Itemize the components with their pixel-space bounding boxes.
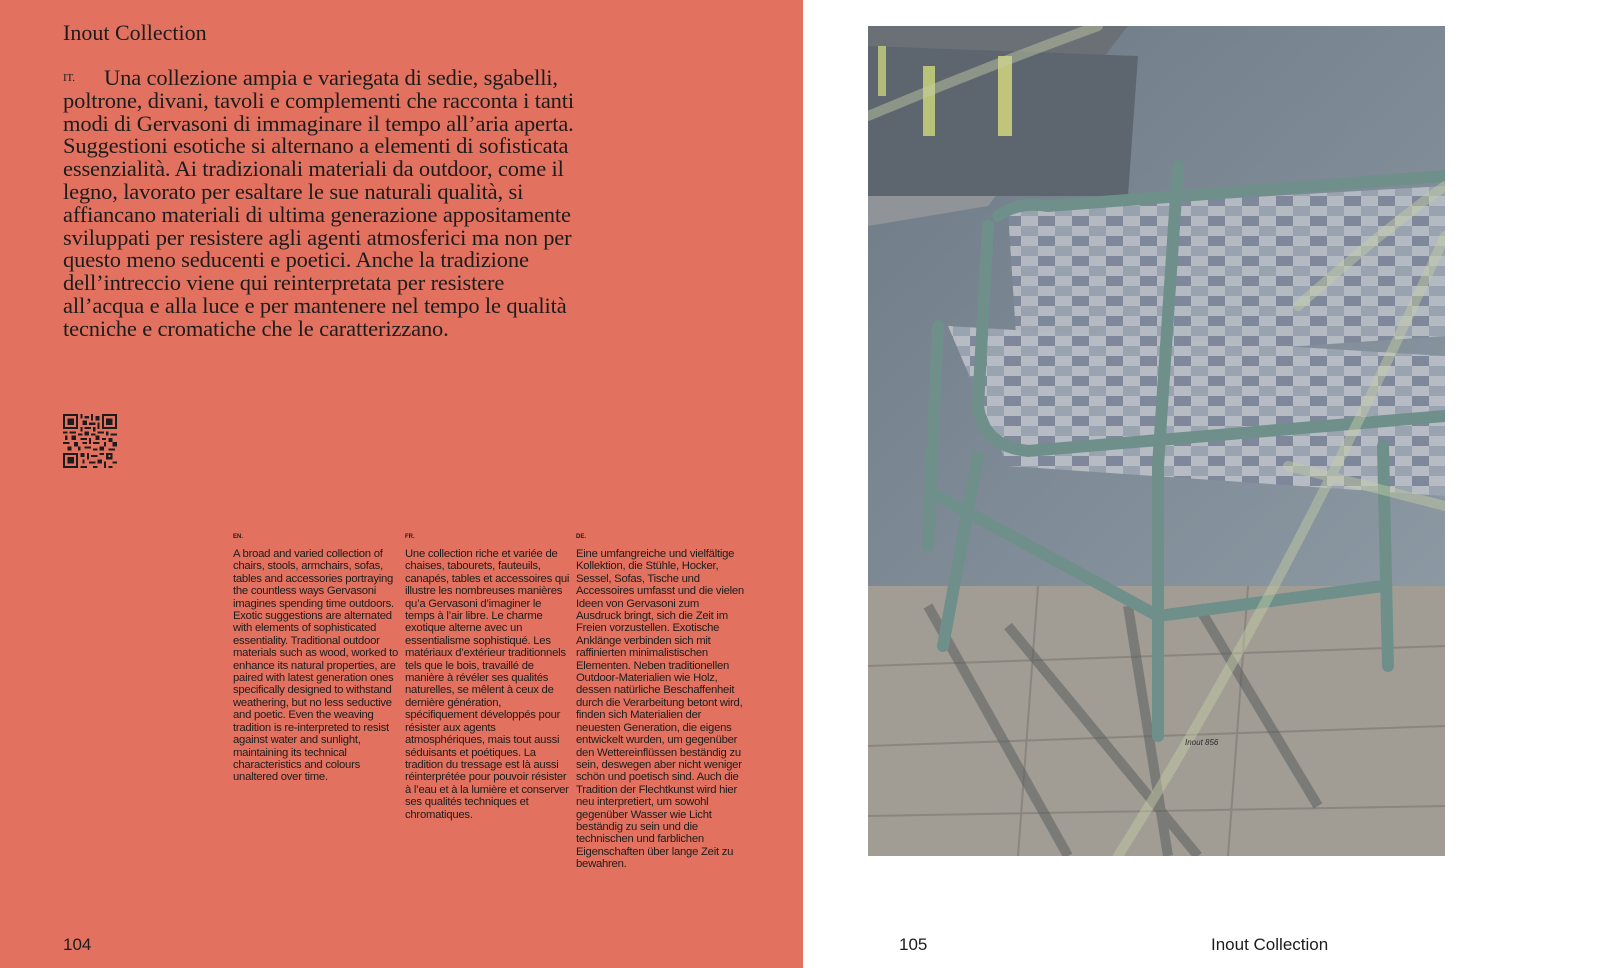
german-column [576,534,744,871]
photo-caption: Inout 856 [1185,738,1219,747]
chair-photo [868,26,1445,856]
lang-tag-en: EN. [233,534,244,540]
section-title: Inout Collection [63,20,207,45]
italian-body-text [63,67,583,341]
italian-text: Una collezione ampia e variegata di sedie, sgabelli, poltrone, divani, tavoli e complementi che racconta i tanti modi di Gervasoni di immaginare il tempo all’aria aperta. Suggestioni esotiche si alternano a elementi di sofisticata essenzialità. Ai tradizionali materiali da outdoor, come il legno, lavorato per esaltare le sue naturali qualità, si affiancano materiali di ultima generazione appositamente sviluppati per resistere agli agenti atmosferici ma non per questo meno seducenti e poetici. Anche la tradizione dell’intreccio viene qui reinterpretata per resistere all’acqua e alla luce e per mantenere nel tempo le qualità tecniche e cromatiche che le caratterizzano. [63,65,574,341]
lang-tag-it: IT. [63,72,75,84]
english-column [233,534,401,784]
lang-tag-fr: FR. [405,534,415,540]
qr-code-icon[interactable] [63,414,117,468]
english-text: A broad and varied collection of chairs, stools, armchairs, sofas, tables and accessories portraying the countless ways Gervasoni imagines spending time outdoors. Exotic suggestions are alternated with elements of sophisticated essentiality. Traditional outdoor materials such as wood, worked to enhance its natural properties, are paired with latest generation ones specifically designed to withstand weathering, but no less seductive and poetic. Even the weaving tradition is re-interpreted to resist against water and sunlight, maintaining its technical characteristics and colours unaltered over time. [233,548,399,784]
french-text: Une collection riche et variée de chaises, tabourets, fauteuils, canapés, tables et accessoires qui illustre les nombreuses manières qu’a Gervasoni d’imaginer le temps à l’air libre. Le charme exotique alterne avec un essentialisme sophistiqué. Les matériaux d’extérieur traditionnels tels que le bois, travaillé de manière à révéler ses qualités naturelles, se mêlent à ceux de dernière génération, spécifiquement développés pour résister aux agents atmosphériques, mais tout aussi séduisants et poétiques. La tradition du tressage est là aussi réinterprétée pour pouvoir résister à l’eau et à la lumière et conserver ses qualités techniques et chromatiques. [405,548,570,821]
page-number-right: 105 [899,935,928,954]
page-number-left: 104 [63,935,92,954]
german-text: Eine umfangreiche und vielfältige Kollektion, die Stühle, Hocker, Sessel, Sofas, Tische und Accessoires umfasst und die vielen Ideen von Gervasoni zum Ausdruck bringt, sich die Zeit im Freien vorzustellen. Exotische Anklänge verbinden sich mit raffinierten minimalistischen Elementen. Neben traditionellen Outdoor-Materialien wie Holz, dessen natürliche Beschaffenheit durch die Verarbeitung betont wird, finden sich Materialien der neuesten Generation, die eigens entwickelt wurden, um gegenüber den Wettereinflüssen beständig zu sein, deswegen aber nicht weniger schön und poetisch sind. Auch die Tradition der Flechtkunst wird hier neu interpretiert, um sowohl gegenüber Wasser wie Licht beständig zu sein und die technischen und farblichen Eigenschaften über lange Zeit zu bewahren. [576,548,744,871]
lang-tag-de: DE. [576,534,587,540]
footer-title: Inout Collection [1211,935,1329,954]
chair-photo-illustration [868,26,1445,856]
french-column [405,534,573,821]
